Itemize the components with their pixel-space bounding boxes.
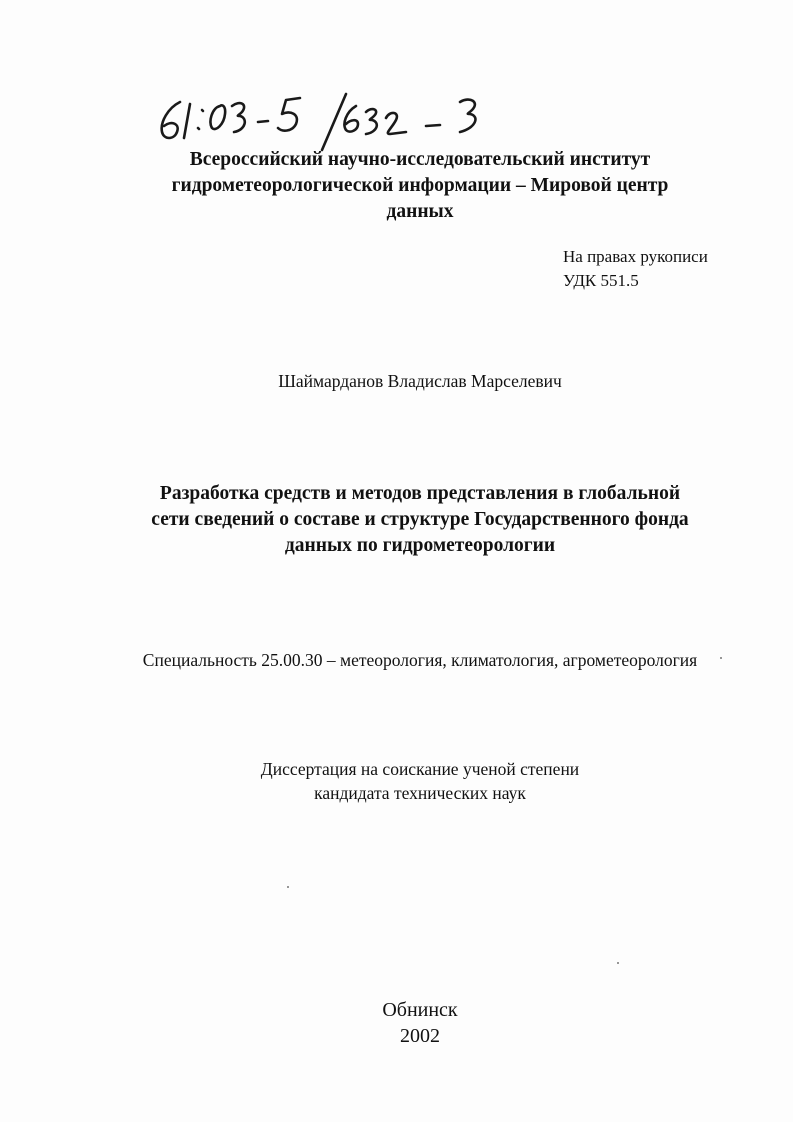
degree-statement [100,757,740,805]
degree-line: Диссертация на соискание ученой степени [260,759,580,779]
udc-code: УДК 551.5 [563,271,639,290]
title-line: данных по гидрометеорологии [284,535,556,556]
degree-line: кандидата технических наук [314,783,526,803]
institute-line: Всероссийский научно-исследовательский институт [189,149,651,170]
city: Обнинск [382,999,458,1021]
author-name: Шаймарданов Владислав Марселевич [278,371,562,391]
specialty-line: Специальность 25.00.30 – метеорология, климатология, агрометеорология [142,650,698,670]
title-line: сети сведений о составе и структуре Государственного фонда [151,509,689,530]
scan-speck [720,657,722,659]
institute-line: гидрометеорологической информации – Мировой центр [171,175,669,196]
place-and-year [100,997,740,1049]
title-line: Разработка средств и методов представления в глобальной [159,483,681,504]
manuscript-rights-block [563,245,708,293]
dissertation-title [100,481,740,559]
scan-speck [617,962,619,964]
year: 2002 [400,1025,440,1047]
institute-name [100,147,740,225]
institute-line: данных [386,201,454,222]
scan-speck [287,886,289,888]
manuscript-rights-label: На правах рукописи [563,247,708,266]
